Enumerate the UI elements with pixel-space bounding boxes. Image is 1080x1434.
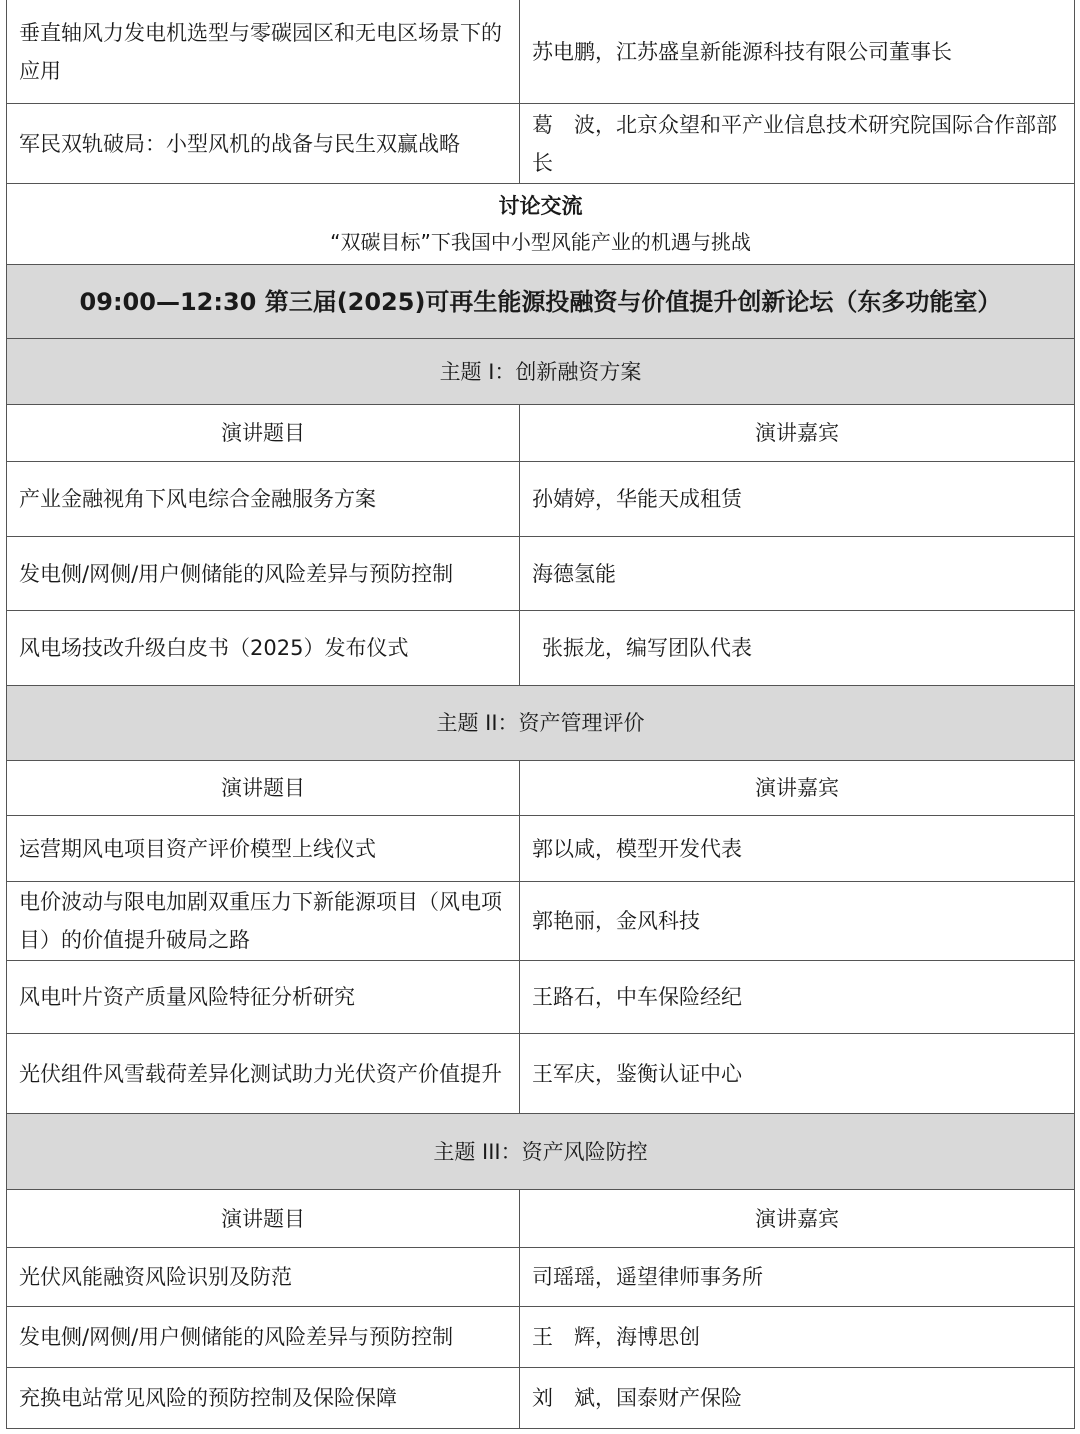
- table-row: [6, 1307, 1075, 1368]
- speaker-cell: 郭以咸，模型开发代表: [520, 816, 1075, 881]
- speaker-column-header: 演讲嘉宾: [520, 405, 1075, 461]
- column-header-row: [6, 761, 1075, 816]
- topic-cell: 发电侧/网侧/用户侧储能的风险差异与预防控制: [6, 537, 520, 610]
- theme-header-row: [6, 1114, 1075, 1190]
- discussion-cell: [6, 184, 1075, 264]
- table-row: [6, 611, 1075, 686]
- session-header-row: [6, 265, 1075, 339]
- column-header-row: [6, 1190, 1075, 1248]
- theme-header-row: [6, 339, 1075, 405]
- speaker-cell: 郭艳丽，金风科技: [520, 882, 1075, 960]
- topic-column-header: 演讲题目: [6, 761, 520, 815]
- topic-cell: 光伏风能融资风险识别及防范: [6, 1248, 520, 1306]
- topic-cell: 垂直轴风力发电机选型与零碳园区和无电区场景下的应用: [6, 0, 520, 103]
- discussion-row: [6, 184, 1075, 265]
- topic-cell: 光伏组件风雪载荷差异化测试助力光伏资产价值提升: [6, 1034, 520, 1113]
- speaker-column-header: 演讲嘉宾: [520, 1190, 1075, 1247]
- topic-cell: 风电叶片资产质量风险特征分析研究: [6, 961, 520, 1033]
- session-title: 09:00—12:30 第三届(2025)可再生能源投融资与价值提升创新论坛（东多功能室）: [6, 265, 1075, 338]
- column-header-row: [6, 405, 1075, 462]
- topic-column-header: 演讲题目: [6, 1190, 520, 1247]
- table-row: [6, 0, 1075, 104]
- table-row: [6, 1368, 1075, 1429]
- table-row: [6, 816, 1075, 882]
- topic-cell: 充换电站常见风险的预防控制及保险保障: [6, 1368, 520, 1428]
- table-row: [6, 1034, 1075, 1114]
- speaker-cell: 司瑶瑶，遥望律师事务所: [520, 1248, 1075, 1306]
- theme-title: 主题 I：创新融资方案: [6, 339, 1075, 404]
- speaker-cell: 刘 斌，国泰财产保险: [520, 1368, 1075, 1428]
- topic-cell: 运营期风电项目资产评价模型上线仪式: [6, 816, 520, 881]
- table-row: [6, 537, 1075, 611]
- theme-header-row: [6, 686, 1075, 761]
- theme-title: 主题 II：资产管理评价: [6, 686, 1075, 760]
- topic-column-header: 演讲题目: [6, 405, 520, 461]
- speaker-cell: 葛 波，北京众望和平产业信息技术研究院国际合作部部长: [520, 104, 1075, 183]
- topic-cell: 电价波动与限电加剧双重压力下新能源项目（风电项目）的价值提升破局之路: [6, 882, 520, 960]
- topic-cell: 风电场技改升级白皮书（2025）发布仪式: [6, 611, 520, 685]
- table-row: [6, 1248, 1075, 1307]
- speaker-cell: 王军庆，鉴衡认证中心: [520, 1034, 1075, 1113]
- topic-cell: 产业金融视角下风电综合金融服务方案: [6, 462, 520, 536]
- speaker-cell: 张振龙，编写团队代表: [520, 611, 1075, 685]
- table-row: [6, 961, 1075, 1034]
- speaker-cell: 海德氢能: [520, 537, 1075, 610]
- table-row: [6, 882, 1075, 961]
- speaker-cell: 苏电鹏，江苏盛皇新能源科技有限公司董事长: [520, 0, 1075, 103]
- discussion-title: 讨论交流: [498, 194, 583, 218]
- speaker-cell: 孙婧婷，华能天成租赁: [520, 462, 1075, 536]
- speaker-cell: 王 辉，海博思创: [520, 1307, 1075, 1367]
- speaker-column-header: 演讲嘉宾: [520, 761, 1075, 815]
- speaker-cell: 王路石，中车保险经纪: [520, 961, 1075, 1033]
- topic-cell: 军民双轨破局：小型风机的战备与民生双赢战略: [6, 104, 520, 183]
- theme-title: 主题 III：资产风险防控: [6, 1114, 1075, 1189]
- table-row: [6, 104, 1075, 184]
- topic-cell: 发电侧/网侧/用户侧储能的风险差异与预防控制: [6, 1307, 520, 1367]
- discussion-subtitle: “双碳目标”下我国中小型风能产业的机遇与挑战: [330, 230, 751, 254]
- table-row: [6, 462, 1075, 537]
- agenda-table: [6, 0, 1075, 1429]
